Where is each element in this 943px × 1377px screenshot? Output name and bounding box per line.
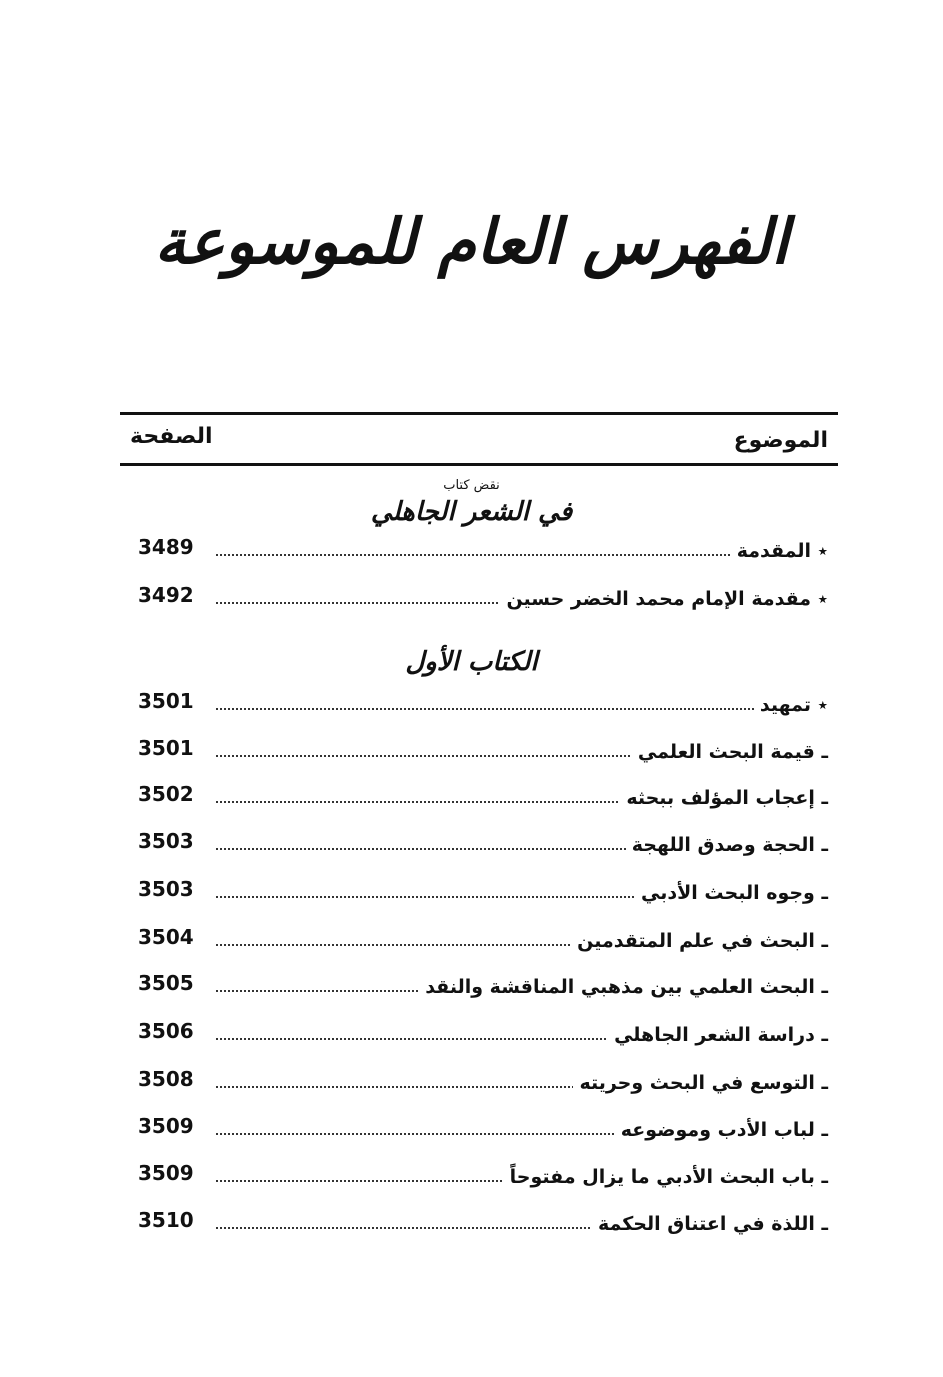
entry-marker: ـ: [821, 930, 828, 952]
entry-title-text: إعجاب المؤلف ببحثه: [626, 787, 815, 809]
toc-entry-title: [419, 974, 828, 1000]
header-top-rule: [120, 412, 838, 415]
entry-marker: ـ: [821, 1024, 828, 1046]
section-title: الكتاب الأول: [405, 647, 538, 677]
toc-entry-page: 3503: [138, 829, 194, 853]
toc-entry[interactable]: [120, 1067, 838, 1110]
toc-entry-title: [632, 739, 828, 765]
entry-marker: ـ: [821, 882, 828, 904]
entry-title-text: تمهيد: [759, 694, 812, 716]
entry-title-text: البحث العلمي بين مذهبي المناقشة والنقد: [425, 976, 815, 998]
toc-entry[interactable]: [120, 782, 838, 825]
toc-entry-page: 3501: [138, 736, 194, 760]
toc-entry-page: 3504: [138, 925, 194, 949]
toc-entry-title: [731, 538, 828, 564]
entry-title-text: مقدمة الإمام محمد الخضر حسين: [506, 588, 812, 610]
toc-entry-page: 3506: [138, 1019, 194, 1043]
entry-title-text: البحث في علم المتقدمين: [577, 930, 815, 952]
toc-entry-page: 3492: [138, 583, 194, 607]
toc-entry[interactable]: [120, 736, 838, 779]
toc-entry-title: [620, 785, 828, 811]
entry-title-text: لباب الأدب وموضوعه: [620, 1119, 815, 1141]
toc-entry[interactable]: [120, 1208, 838, 1251]
toc-entry-page: 3510: [138, 1208, 194, 1232]
toc-entry-title: [615, 1117, 828, 1143]
toc-entry-page: 3509: [138, 1114, 194, 1138]
toc-entry-title: [500, 586, 828, 612]
toc-entry[interactable]: [120, 829, 838, 872]
toc-entry[interactable]: [120, 1019, 838, 1062]
section-subheading: نقض كتاب: [443, 478, 500, 493]
entry-title-text: الحجة وصدق اللهجة: [631, 834, 815, 856]
toc-entry-title: [635, 880, 828, 906]
toc-entry-page: 3505: [138, 971, 194, 995]
toc-entry-page: 3489: [138, 535, 194, 559]
toc-entry-title: [608, 1022, 828, 1048]
toc-entry-title: [573, 1070, 828, 1096]
entry-title-text: التوسع في البحث وحريته: [579, 1072, 815, 1094]
topic-column-header: الموضوع: [733, 428, 828, 453]
section-heading: [0, 644, 943, 680]
toc-entry-title: [754, 692, 828, 718]
entry-title-text: وجوه البحث الأدبي: [641, 882, 815, 904]
page-title: الفهرس العام للموسوعة: [154, 205, 789, 278]
toc-entry-page: 3508: [138, 1067, 194, 1091]
entry-title-text: قيمة البحث العلمي: [637, 741, 815, 763]
header-bottom-rule: [120, 463, 838, 466]
entry-marker: ٭: [817, 588, 828, 610]
entry-marker: ـ: [821, 1119, 828, 1141]
leader-dots: [216, 708, 826, 710]
entry-marker: ـ: [821, 1213, 828, 1235]
toc-entry-title: [571, 928, 828, 954]
table-header: [120, 420, 838, 460]
entry-title-text: اللذة في اعتناق الحكمة: [597, 1213, 815, 1235]
entry-marker: ٭: [817, 694, 828, 716]
toc-entry-page: 3503: [138, 877, 194, 901]
toc-entry[interactable]: [120, 971, 838, 1014]
toc-entry-page: 3501: [138, 689, 194, 713]
toc-entry-page: 3509: [138, 1161, 194, 1185]
entry-marker: ـ: [821, 741, 828, 763]
entry-marker: ـ: [821, 787, 828, 809]
section-title: في الشعر الجاهلي: [370, 497, 573, 527]
toc-entry[interactable]: [120, 535, 838, 578]
entry-title-text: باب البحث الأدبي ما يزال مفتوحاً: [509, 1166, 815, 1188]
entry-title-text: دراسة الشعر الجاهلي: [614, 1024, 815, 1046]
entry-marker: ـ: [821, 976, 828, 998]
toc-entry[interactable]: [120, 1161, 838, 1204]
toc-entry-page: 3502: [138, 782, 194, 806]
section-heading: [0, 478, 943, 530]
toc-entry[interactable]: [120, 877, 838, 920]
toc-entry-title: [504, 1164, 828, 1190]
toc-entry[interactable]: [120, 689, 838, 732]
toc-entry-title: [592, 1211, 828, 1237]
toc-entry[interactable]: [120, 583, 838, 626]
entry-marker: ـ: [821, 834, 828, 856]
toc-entry[interactable]: [120, 1114, 838, 1157]
entry-marker: ـ: [821, 1072, 828, 1094]
page-column-header: الصفحة: [130, 424, 213, 449]
toc-entry[interactable]: [120, 925, 838, 968]
entry-marker: ٭: [817, 540, 828, 562]
toc-entry-title: [626, 832, 828, 858]
entry-title-text: المقدمة: [736, 540, 812, 562]
entry-marker: ـ: [821, 1166, 828, 1188]
